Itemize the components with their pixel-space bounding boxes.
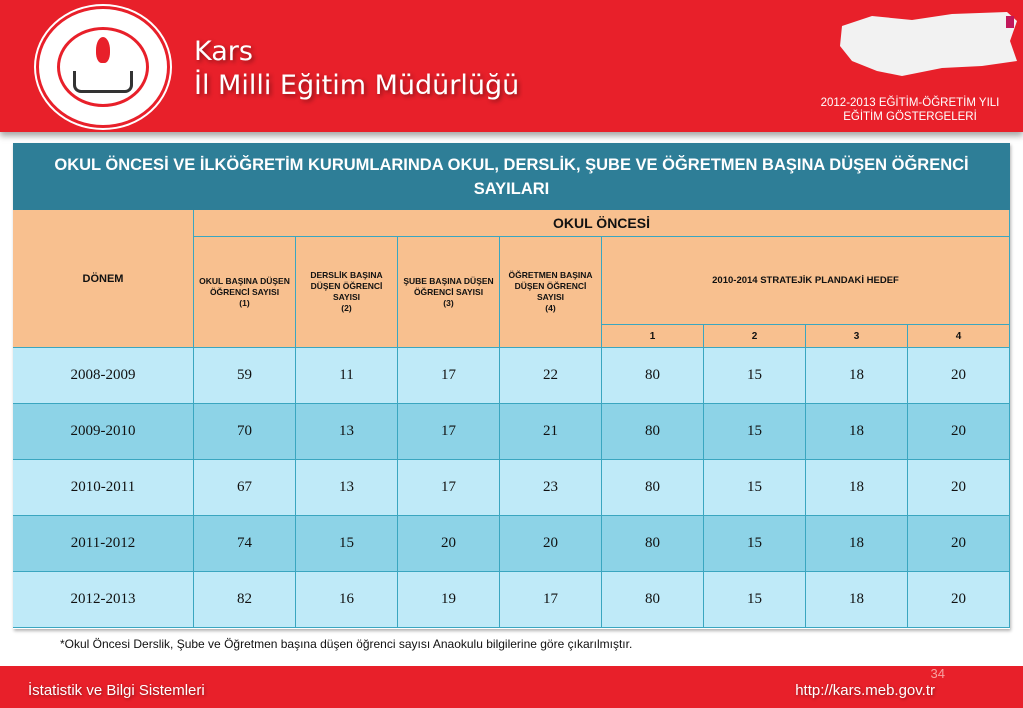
value-cell bbox=[296, 516, 398, 572]
donem-cell bbox=[13, 460, 194, 516]
value-cell bbox=[806, 404, 908, 460]
target-col-header-text: 2 bbox=[751, 330, 758, 342]
value-cell-text: 80 bbox=[645, 423, 660, 439]
value-cell-text: 18 bbox=[849, 591, 864, 607]
value-cell bbox=[704, 460, 806, 516]
value-cell bbox=[194, 460, 296, 516]
value-cell-text: 20 bbox=[951, 423, 966, 439]
footer-department: İstatistik ve Bilgi Sistemleri bbox=[28, 682, 205, 699]
column-header-l2: (4) bbox=[545, 303, 556, 313]
footer-url[interactable]: http://kars.meb.gov.tr bbox=[795, 682, 935, 699]
group-header-text: OKUL ÖNCESİ bbox=[553, 215, 650, 231]
value-cell bbox=[602, 404, 704, 460]
value-cell bbox=[194, 348, 296, 404]
value-cell bbox=[296, 404, 398, 460]
header-title-city: Kars bbox=[194, 36, 253, 67]
value-cell-text: 18 bbox=[849, 535, 864, 551]
column-header bbox=[194, 237, 296, 348]
donem-cell bbox=[13, 572, 194, 628]
table-title: OKUL ÖNCESİ VE İLKÖĞRETİM KURUMLARINDA OKUL, DERSLİK, ŞUBE VE ÖĞRETMEN BAŞINA DÜŞEN ÖĞRENCİ SAYILARI bbox=[13, 143, 1010, 210]
target-col-header-text: 3 bbox=[853, 330, 860, 342]
value-cell bbox=[398, 348, 500, 404]
value-cell-text: 21 bbox=[543, 423, 558, 439]
page-number: 34 bbox=[930, 666, 945, 681]
value-cell-text: 17 bbox=[441, 367, 456, 383]
value-cell-text: 15 bbox=[747, 367, 762, 383]
value-cell bbox=[908, 516, 1010, 572]
target-col-header bbox=[602, 325, 704, 348]
value-cell bbox=[194, 572, 296, 628]
donem-cell-text: 2009-2010 bbox=[70, 423, 136, 439]
value-cell-text: 17 bbox=[441, 479, 456, 495]
donem-cell-text: 2010-2011 bbox=[70, 479, 136, 495]
value-cell bbox=[602, 460, 704, 516]
value-cell bbox=[602, 348, 704, 404]
value-cell-text: 23 bbox=[543, 479, 558, 495]
value-cell-text: 67 bbox=[237, 479, 252, 495]
value-cell-text: 20 bbox=[951, 591, 966, 607]
value-cell bbox=[194, 404, 296, 460]
footnote: *Okul Öncesi Derslik, Şube ve Öğretmen başına düşen öğrenci sayısı Anaokulu bilgilerine göre çıkarılmıştır. bbox=[60, 637, 633, 651]
value-cell bbox=[806, 572, 908, 628]
column-header-l1: DERSLİK BAŞINA DÜŞEN ÖĞRENCİ SAYISI bbox=[310, 270, 383, 302]
column-header-l2: (3) bbox=[443, 297, 454, 308]
value-cell-text: 80 bbox=[645, 367, 660, 383]
target-header-text: 2010-2014 STRATEJİK PLANDAKİ HEDEF bbox=[712, 275, 899, 286]
value-cell-text: 13 bbox=[339, 423, 354, 439]
donem-header bbox=[13, 210, 194, 348]
value-cell-text: 22 bbox=[543, 367, 558, 383]
target-header bbox=[602, 237, 1010, 325]
donem-cell-text: 2012-2013 bbox=[70, 591, 136, 607]
donem-cell bbox=[13, 404, 194, 460]
column-header-l1: OKUL BAŞINA DÜŞEN ÖĞRENCİ SAYISI bbox=[199, 275, 290, 297]
value-cell-text: 80 bbox=[645, 535, 660, 551]
column-header bbox=[296, 237, 398, 348]
donem-header-text: DÖNEM bbox=[82, 272, 124, 285]
value-cell-text: 18 bbox=[849, 423, 864, 439]
value-cell-text: 13 bbox=[339, 479, 354, 495]
value-cell bbox=[908, 348, 1010, 404]
value-cell-text: 17 bbox=[543, 591, 558, 607]
value-cell-text: 11 bbox=[339, 367, 354, 383]
value-cell bbox=[704, 572, 806, 628]
footer-banner bbox=[0, 666, 1023, 708]
column-header bbox=[500, 237, 602, 348]
value-cell-text: 80 bbox=[645, 591, 660, 607]
value-cell-text: 20 bbox=[951, 535, 966, 551]
donem-cell bbox=[13, 516, 194, 572]
value-cell bbox=[806, 348, 908, 404]
value-cell-text: 15 bbox=[747, 591, 762, 607]
value-cell-text: 70 bbox=[237, 423, 252, 439]
value-cell bbox=[296, 348, 398, 404]
value-cell bbox=[704, 516, 806, 572]
value-cell-text: 20 bbox=[951, 479, 966, 495]
value-cell bbox=[500, 404, 602, 460]
value-cell bbox=[398, 460, 500, 516]
column-header bbox=[398, 237, 500, 348]
value-cell bbox=[194, 516, 296, 572]
target-col-header-text: 4 bbox=[955, 330, 962, 342]
target-col-header bbox=[908, 325, 1010, 348]
value-cell-text: 74 bbox=[237, 535, 252, 551]
header-subtitle-line1: 2012-2013 EĞİTİM-ÖĞRETİM YILI bbox=[820, 97, 1000, 109]
value-cell bbox=[908, 460, 1010, 516]
donem-cell-text: 2011-2012 bbox=[70, 535, 136, 551]
column-header-l1: ÖĞRETMEN BAŞINA DÜŞEN ÖĞRENCİ SAYISI bbox=[508, 270, 593, 302]
value-cell-text: 15 bbox=[747, 423, 762, 439]
value-cell-text: 18 bbox=[849, 479, 864, 495]
statistics-table bbox=[13, 143, 1010, 629]
value-cell bbox=[398, 572, 500, 628]
ministry-logo bbox=[36, 6, 170, 128]
torch-icon bbox=[96, 37, 110, 63]
value-cell bbox=[398, 404, 500, 460]
value-cell bbox=[704, 404, 806, 460]
value-cell bbox=[398, 516, 500, 572]
target-col-header bbox=[806, 325, 908, 348]
value-cell bbox=[500, 460, 602, 516]
book-icon bbox=[73, 71, 133, 93]
value-cell-text: 15 bbox=[747, 479, 762, 495]
target-col-header bbox=[704, 325, 806, 348]
header-banner bbox=[0, 0, 1023, 132]
donem-cell-text: 2008-2009 bbox=[70, 367, 136, 383]
value-cell-text: 15 bbox=[747, 535, 762, 551]
value-cell-text: 20 bbox=[543, 535, 558, 551]
value-cell bbox=[500, 572, 602, 628]
value-cell-text: 80 bbox=[645, 479, 660, 495]
value-cell bbox=[500, 348, 602, 404]
value-cell-text: 19 bbox=[441, 591, 456, 607]
value-cell bbox=[806, 516, 908, 572]
value-cell-text: 17 bbox=[441, 423, 456, 439]
column-header-l1: ŞUBE BAŞINA DÜŞEN ÖĞRENCİ SAYISI bbox=[403, 275, 494, 297]
target-col-header-text: 1 bbox=[649, 330, 656, 342]
header-subtitle bbox=[800, 96, 1020, 124]
header-subtitle-line2: EĞİTİM GÖSTERGELERİ bbox=[843, 111, 977, 123]
value-cell-text: 15 bbox=[339, 535, 354, 551]
column-header-l2: (1) bbox=[239, 297, 250, 308]
value-cell-text: 20 bbox=[951, 367, 966, 383]
value-cell bbox=[806, 460, 908, 516]
value-cell bbox=[908, 572, 1010, 628]
turkey-map-icon bbox=[832, 6, 1022, 86]
header-title-directorate: İl Milli Eğitim Müdürlüğü bbox=[194, 70, 520, 101]
value-cell bbox=[296, 460, 398, 516]
value-cell-text: 59 bbox=[237, 367, 252, 383]
value-cell-text: 82 bbox=[237, 591, 252, 607]
value-cell-text: 16 bbox=[339, 591, 354, 607]
value-cell bbox=[704, 348, 806, 404]
donem-cell bbox=[13, 348, 194, 404]
value-cell bbox=[908, 404, 1010, 460]
value-cell-text: 18 bbox=[849, 367, 864, 383]
value-cell bbox=[602, 516, 704, 572]
value-cell bbox=[500, 516, 602, 572]
column-header-l2: (2) bbox=[341, 303, 352, 313]
group-header bbox=[194, 210, 1010, 237]
value-cell bbox=[296, 572, 398, 628]
value-cell bbox=[602, 572, 704, 628]
value-cell-text: 20 bbox=[441, 535, 456, 551]
